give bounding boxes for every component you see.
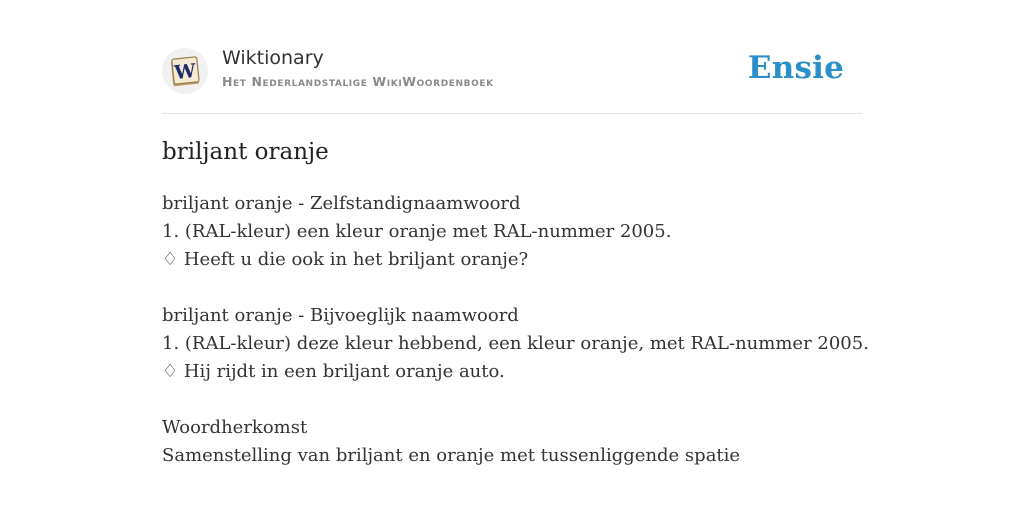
site-title[interactable]: Wiktionary (222, 47, 324, 69)
section-heading-etymology: Woordherkomst (162, 417, 308, 438)
brand-block (222, 46, 494, 91)
example-adjective: ♢ Hij rijdt in een briljant oranje auto. (162, 361, 505, 382)
section-spacer (162, 274, 882, 302)
definition-content (162, 190, 882, 470)
section-spacer (162, 386, 882, 414)
section-heading-adjective: briljant oranje - Bijvoeglijk naamwoord (162, 305, 519, 326)
header-divider (162, 113, 862, 114)
svg-text:W: W (173, 59, 197, 85)
example-noun: ♢ Heeft u die ook in het briljant oranje? (162, 249, 529, 270)
ensie-link[interactable]: Ensie (747, 50, 844, 86)
definition-adjective: 1. (RAL-kleur) deze kleur hebbend, een kleur oranje, met RAL-nummer 2005. (162, 333, 869, 354)
section-heading-noun: briljant oranje - Zelfstandignaamwoord (162, 193, 521, 214)
site-header (162, 44, 862, 114)
definition-noun: 1. (RAL-kleur) een kleur oranje met RAL-nummer 2005. (162, 221, 672, 242)
etymology-text: Samenstelling van briljant en oranje met tussenliggende spatie (162, 445, 741, 466)
page-title: briljant oranje (162, 139, 329, 165)
wiktionary-logo-icon[interactable] (162, 48, 208, 94)
site-subtitle: Het Nederlandstalige WikiWoordenboek (222, 74, 494, 89)
